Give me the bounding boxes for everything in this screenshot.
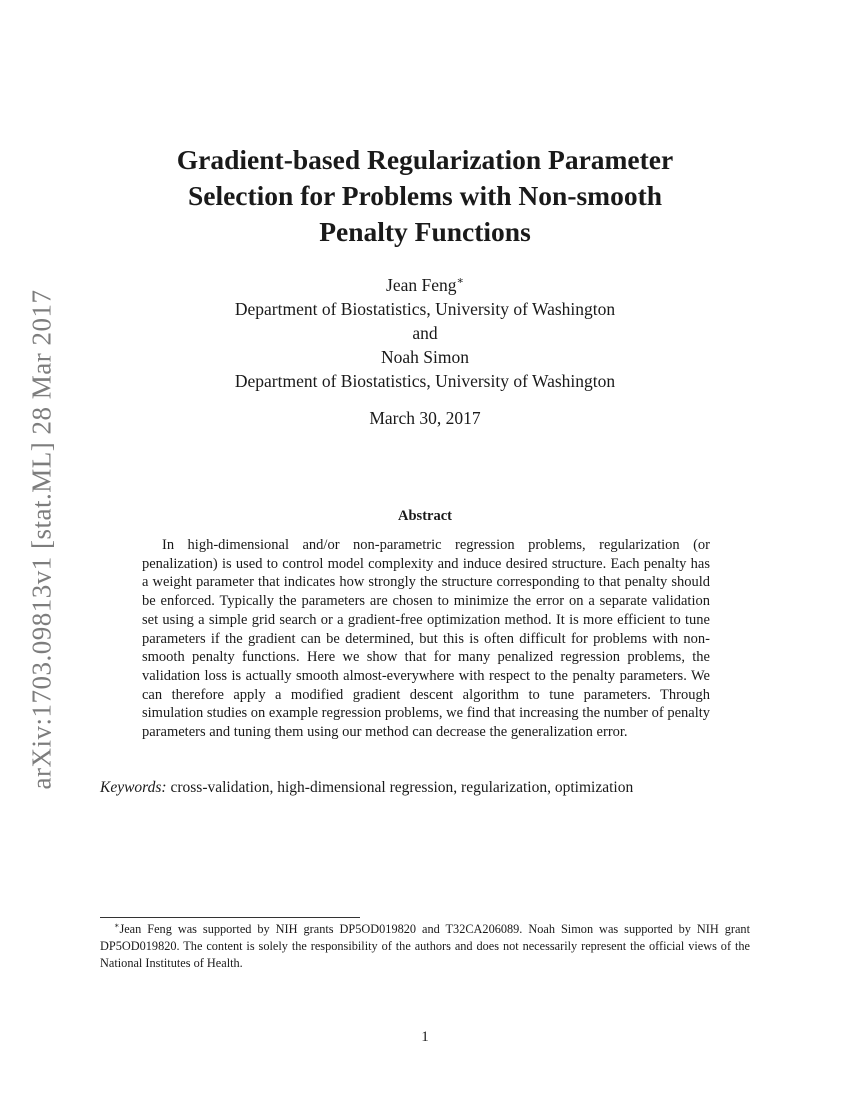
footnote-mark: ∗ [114, 920, 120, 930]
abstract-body: In high-dimensional and/or non-parametric regression problems, regularization (or penalization) is used to control model complexity and induce desired structure. Each penalty has a weight parameter that indicates how strongly the structure corresponding to that penalty should be enforced. Typically the parameters are chosen to minimize the error on a separate validation set using a simple grid search or a gradient-free optimization method. It is more efficient to tune parameters if the gradient can be determined, but this is often difficult for problems with non-smooth penalty functions. Here we show that for many penalized regression problems, the validation loss is actually smooth almost-everywhere with respect to the penalty parameters. We can therefore apply a modified gradient descent algorithm to tune parameters. Through simulation studies on example regression problems, we find that increasing the number of penalty parameters and tuning them using our method can decrease the generalization error. [142, 537, 710, 741]
keywords-text: cross-validation, high-dimensional regression, regularization, optimization [170, 779, 634, 796]
author-2-affiliation: Department of Biostatistics, University of Washington [234, 371, 616, 391]
page-number: 1 [421, 1029, 429, 1045]
author-1-footnote-mark: ∗ [456, 275, 464, 288]
arxiv-identifier-stamp: arXiv:1703.09813v1 [stat.ML] 28 Mar 2017 [26, 289, 57, 790]
abstract-heading: Abstract [398, 508, 452, 524]
title-line-2: Selection for Problems with Non-smooth [187, 180, 663, 211]
footnote-divider [100, 917, 360, 918]
keywords-label: Keywords: [100, 779, 167, 796]
author-conjunction: and [412, 323, 438, 343]
funding-footnote [100, 921, 750, 972]
author-1-name: Jean Feng [386, 275, 457, 295]
keywords-line [100, 779, 750, 797]
paper-title [100, 142, 750, 250]
author-1-affiliation: Department of Biostatistics, University of Washington [234, 299, 616, 319]
author-block [100, 273, 750, 393]
title-line-3: Penalty Functions [319, 216, 531, 247]
author-1 [100, 273, 750, 297]
title-line-1: Gradient-based Regularization Parameter [176, 144, 674, 175]
publication-date: March 30, 2017 [369, 408, 481, 428]
author-2-name: Noah Simon [381, 347, 469, 367]
footnote-text: Jean Feng was supported by NIH grants DP5OD019820 and T32CA206089. Noah Simon was supported by NIH grant DP5OD019820. The content is solely the responsibility of the authors and does not necessarily represent the official views of the National Institutes of Health. [100, 922, 750, 970]
